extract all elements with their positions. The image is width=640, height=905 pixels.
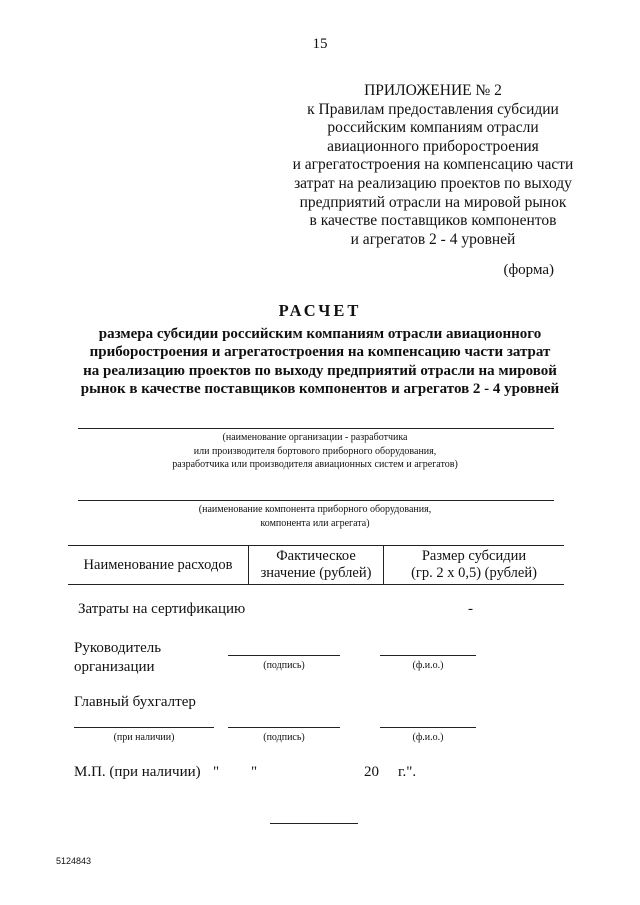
document-title: РАСЧЕТ	[278, 301, 362, 320]
header-line: Фактическое	[276, 548, 356, 564]
appendix-line: к Правилам предоставления субсидии	[307, 100, 559, 118]
caption-line: компонента или агрегата)	[260, 517, 370, 529]
table-top-border	[68, 545, 564, 546]
appendix-line: российским компаниям отрасли	[327, 119, 539, 137]
appendix-line: и агрегатостроения на компенсацию части	[292, 156, 574, 174]
table-header-bottom-border	[68, 584, 564, 585]
column-header-expense-name: Наименование расходов	[83, 557, 233, 573]
header-line: Размер субсидии	[421, 548, 527, 564]
appendix-block	[268, 82, 598, 249]
org-name-line	[78, 428, 554, 429]
accountant-if-any-caption: (при наличии)	[113, 732, 175, 743]
closing-rule	[270, 823, 358, 824]
subtitle-line: приборостроения и агрегатостроения на компенсацию части затрат	[89, 344, 551, 361]
caption-line: (наименование компонента приборного оборудования,	[198, 504, 432, 515]
subtitle-line: на реализацию проектов по выходу предприятий отрасли на мировой	[83, 362, 557, 379]
page-number: 15	[312, 36, 328, 52]
head-fio-caption: (ф.и.о.)	[412, 660, 444, 671]
document-id: 5124843	[56, 856, 92, 866]
org-name-caption	[80, 431, 550, 472]
column-header-subsidy	[384, 548, 564, 582]
accountant-fio-line	[380, 727, 476, 728]
accountant-name-line	[74, 727, 214, 728]
label-line: организации	[74, 659, 155, 675]
caption-line: разработчика или производителя авиационных систем и агрегатов)	[172, 459, 458, 470]
header-line: (гр. 2 х 0,5) (рублей)	[411, 565, 537, 581]
chief-accountant-label: Главный бухгалтер	[74, 694, 196, 710]
column-header-actual-value	[249, 548, 383, 582]
component-name-caption	[80, 503, 550, 530]
head-fio-line	[380, 655, 476, 656]
expense-row-name: Затраты на сертификацию	[78, 601, 246, 617]
accountant-fio-caption: (ф.и.о.)	[412, 732, 444, 743]
form-label: (форма)	[503, 262, 554, 278]
accountant-signature-caption: (подпись)	[263, 732, 305, 743]
component-name-line	[78, 500, 554, 501]
header-line: значение (рублей)	[260, 565, 372, 581]
caption-line: (наименование организации - разработчика	[222, 432, 408, 443]
head-signature-line	[228, 655, 340, 656]
document-subtitle	[60, 325, 580, 399]
label-line: Руководитель	[74, 640, 162, 656]
date-year-prefix: 20	[364, 764, 379, 780]
appendix-line: авиационного приборостроения	[327, 137, 539, 155]
caption-line: или производителя бортового приборного оборудования,	[193, 445, 437, 457]
appendix-line: в качестве поставщиков компонентов	[309, 212, 557, 230]
appendix-title: ПРИЛОЖЕНИЕ № 2	[364, 82, 502, 99]
date-quote-open: "	[213, 764, 220, 780]
appendix-line: затрат на реализацию проектов по выходу	[294, 174, 572, 192]
subtitle-line: рынок в качестве поставщиков компонентов и агрегатов 2 - 4 уровней	[80, 381, 560, 398]
date-quote-close: "	[251, 764, 258, 780]
expense-row-subsidy: -	[468, 601, 473, 617]
appendix-line: и агрегатов 2 - 4 уровней	[350, 230, 516, 248]
accountant-signature-line	[228, 727, 340, 728]
head-signature-caption: (подпись)	[263, 660, 305, 671]
stamp-label: М.П. (при наличии)	[74, 764, 201, 780]
subtitle-line: размера субсидии российским компаниям отрасли авиационного	[98, 326, 542, 342]
head-of-organization-label	[74, 639, 161, 677]
date-year-suffix: г.".	[398, 764, 417, 780]
appendix-line: предприятий отрасли на мировой рынок	[299, 193, 567, 211]
